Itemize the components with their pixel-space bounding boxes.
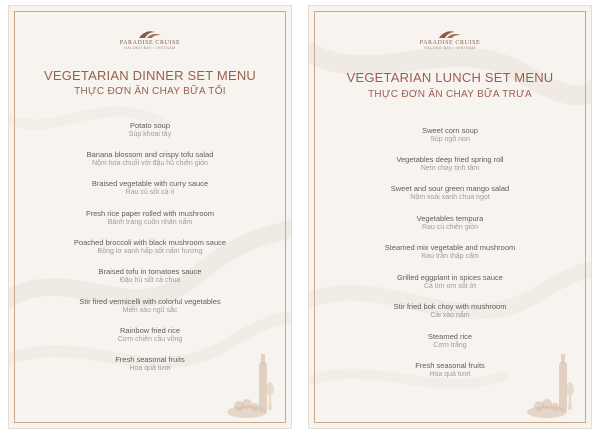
wine-still-life-decoration xyxy=(525,352,585,422)
dish-name-vi: Cơm chiên cầu vồng xyxy=(117,336,183,343)
brand-tagline: HALONG BAY • VIETNAM xyxy=(424,46,476,50)
dish-name-vi: Rau củ chiên giòn xyxy=(421,224,479,231)
dish-name-en: Steamed mix vegetable and mushroom xyxy=(384,243,516,252)
dish-name-vi: Súp ngô non xyxy=(430,136,470,143)
brand-tagline: HALONG BAY • VIETNAM xyxy=(124,46,176,50)
menu-item xyxy=(309,155,591,173)
menu-item xyxy=(9,297,291,315)
dish-name-vi: Rau củ sốt cà ri xyxy=(125,189,175,196)
dish-name-vi: Nộm xoài xanh chua ngọt xyxy=(410,194,490,201)
dish-name-vi: Hoa quả tươi xyxy=(429,371,471,378)
cruise-wave-icon xyxy=(437,28,463,40)
dish-name-vi: Cơm trắng xyxy=(433,342,467,349)
dish-name-en: Stir fried bok choy with mushroom xyxy=(393,302,507,311)
menu-subtitle: THỰC ĐƠN ĂN CHAY BỮA TRƯA xyxy=(368,89,532,100)
menu-item xyxy=(309,273,591,291)
dish-name-en: Vegetables deep fried spring roll xyxy=(396,155,504,164)
dish-name-vi: Bánh tráng cuốn nhân nấm xyxy=(107,219,193,226)
dish-name-vi: Nem chay tịnh tâm xyxy=(420,165,480,172)
menu-item xyxy=(309,214,591,232)
menu-item xyxy=(9,150,291,168)
dish-name-vi: Rau trần thập cẩm xyxy=(421,253,479,260)
menu-item xyxy=(309,184,591,202)
wine-still-life-decoration xyxy=(225,352,285,422)
brand-name: PARADISE CRUISE xyxy=(419,40,481,46)
dinner-menu-card xyxy=(8,5,292,429)
dish-name-en: Braised vegetable with curry sauce xyxy=(91,179,209,188)
menu-subtitle: THỰC ĐƠN ĂN CHAY BỮA TỐI xyxy=(74,86,226,97)
dish-name-vi: Miến xào ngũ sắc xyxy=(122,307,178,314)
dish-name-en: Vegetables tempura xyxy=(416,214,484,223)
dish-name-en: Fresh rice paper rolled with mushroom xyxy=(86,209,214,218)
menu-item xyxy=(9,238,291,256)
menu-item xyxy=(9,209,291,227)
dish-name-en: Sweet and sour green mango salad xyxy=(390,184,510,193)
brand-name: PARADISE CRUISE xyxy=(119,40,181,46)
dish-name-en: Rainbow fried rice xyxy=(119,326,181,335)
dish-name-vi: Cà tím om sốt ớt xyxy=(423,283,477,290)
cruise-wave-icon xyxy=(137,28,163,40)
menu-item xyxy=(9,267,291,285)
menu-title: VEGETARIAN DINNER SET MENU xyxy=(43,68,257,83)
dish-name-en: Fresh seasonal fruits xyxy=(415,361,485,370)
dish-name-en: Fresh seasonal fruits xyxy=(115,355,185,364)
menu-item xyxy=(309,302,591,320)
dish-name-vi: Đậu hủ sốt cà chua xyxy=(119,277,181,284)
menu-item xyxy=(9,326,291,344)
dish-name-en: Stir fired vermicelli with colorful vegetables xyxy=(79,297,221,306)
menu-title: VEGETARIAN LUNCH SET MENU xyxy=(346,70,554,85)
menu-item xyxy=(309,126,591,144)
menu-item xyxy=(9,179,291,197)
dish-name-en: Steamed rice xyxy=(427,332,473,341)
dish-name-en: Poached broccoli with black mushroom sauce xyxy=(73,238,227,247)
dish-name-en: Grilled eggplant in spices sauce xyxy=(397,273,503,282)
dish-name-en: Sweet corn soup xyxy=(422,126,478,135)
dish-name-en: Braised tofu in tomatoes sauce xyxy=(98,267,202,276)
dish-name-vi: Cải xào nấm xyxy=(430,312,470,319)
dish-name-vi: Hoa quả tươi xyxy=(129,365,171,372)
lunch-menu-card xyxy=(308,5,592,429)
menu-item xyxy=(9,121,291,139)
dish-name-vi: Nộm hoa chuối với đậu hũ chiên giòn xyxy=(92,160,208,167)
brand-logo xyxy=(309,28,591,50)
brand-logo xyxy=(9,28,291,50)
dish-name-en: Banana blossom and crispy tofu salad xyxy=(86,150,214,159)
dish-name-en: Potato soup xyxy=(129,121,171,130)
dish-name-vi: Súp khoai tây xyxy=(128,131,172,138)
dish-name-vi: Bông lơ xanh hấp sốt nấm hương xyxy=(97,248,203,255)
menu-item xyxy=(309,332,591,350)
menu-item xyxy=(309,243,591,261)
